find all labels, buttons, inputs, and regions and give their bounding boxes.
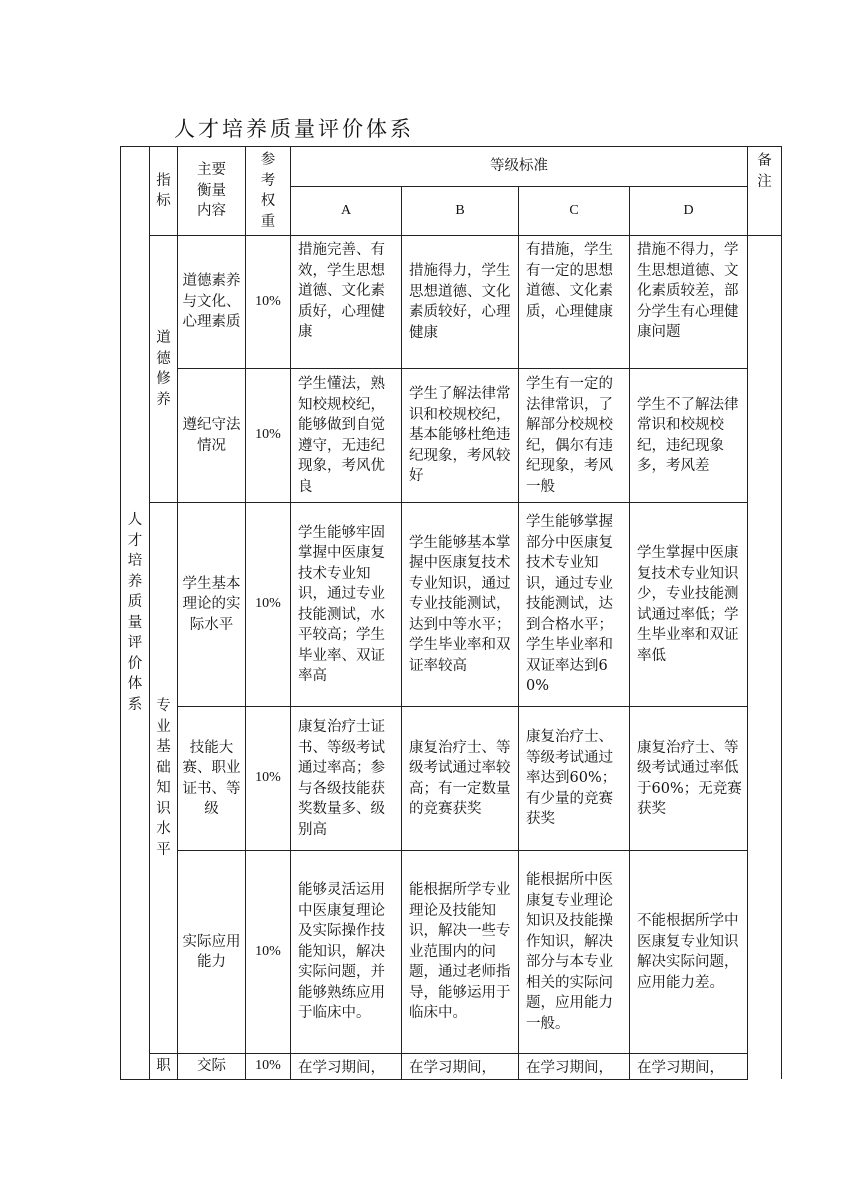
grade-b-cell: 康复治疗士、等级考试通过率较高；有一定数量的竞赛获奖 — [402, 707, 519, 851]
grade-b-cell: 能根据所学专业理论及技能知识，解决一些专业范围内的问题，通过老师指导，能够运用于临床中。 — [402, 851, 519, 1054]
grade-a-cell: 学生能够牢固掌握中医康复技术专业知识，通过专业技能测试，水平较高；学生毕业率、双证率高 — [291, 503, 402, 707]
grade-a-cell: 在学习期间， — [291, 1054, 402, 1080]
level-a-header: A — [291, 187, 402, 236]
group-vocational: 职 — [150, 1054, 178, 1080]
indicator-header — [150, 147, 178, 236]
group-moral-label: 道 德 修 养 — [156, 330, 171, 408]
group-moral — [150, 236, 178, 503]
row-content: 实际应用能力 — [178, 851, 246, 1054]
row-weight: 10% — [246, 503, 291, 707]
row-weight: 10% — [246, 236, 291, 369]
grade-a-cell: 能够灵活运用中医康复理论及实际操作技能知识，解决实际问题，并能够熟练应用于临床中。 — [291, 851, 402, 1054]
grade-d-cell: 在学习期间， — [630, 1054, 748, 1080]
notes-header — [748, 147, 782, 236]
row-content: 交际 — [178, 1054, 246, 1080]
level-d-header: D — [630, 187, 748, 236]
grade-c-cell: 康复治疗士、等级考试通过率达到60%；有少量的竞赛获奖 — [519, 707, 630, 851]
content-label: 主要 衡量 内容 — [197, 162, 226, 220]
grade-c-cell: 学生有一定的法律常识，了解部分校规校纪，偶尔有违纪现象，考风一般 — [519, 369, 630, 503]
level-b-header: B — [402, 187, 519, 236]
grade-b-cell: 学生能够基本掌握中医康复技术专业知识，通过专业技能测试，达到中等水平；学生毕业率和双证率较高 — [402, 503, 519, 707]
weight-header — [246, 147, 291, 236]
content-header — [178, 147, 246, 236]
grade-c-cell: 学生能够掌握部分中医康复技术专业知识，通过专业技能测试，达到合格水平；学生毕业率和双证率达到60% — [519, 503, 630, 707]
evaluation-table — [120, 146, 782, 1080]
row-content: 学生基本理论的实际水平 — [178, 503, 246, 707]
row-content: 遵纪守法情况 — [178, 369, 246, 503]
row-weight: 10% — [246, 369, 291, 503]
group-professional — [150, 503, 178, 1054]
indicator-label: 指 标 — [156, 172, 171, 209]
level-c-header: C — [519, 187, 630, 236]
notes-label: 备 注 — [757, 153, 772, 190]
grade-a-cell: 学生懂法，熟知校规校纪，能够做到自觉遵守，无违纪现象，考风优良 — [291, 369, 402, 503]
row-content: 技能大赛、职业证书、等级 — [178, 707, 246, 851]
row-weight: 10% — [246, 851, 291, 1054]
grade-d-cell: 措施不得力，学生思想道德、文化素质较差，部分学生有心理健康问题 — [630, 236, 748, 369]
row-weight: 10% — [246, 707, 291, 851]
grade-d-cell: 学生不了解法律常识和校规校纪，违纪现象多，考风差 — [630, 369, 748, 503]
system-label: 人 才 培 养 质 量 评 价 体 系 — [127, 512, 143, 713]
grade-b-cell: 在学习期间， — [402, 1054, 519, 1080]
grade-c-cell: 在学习期间， — [519, 1054, 630, 1080]
weight-label: 参 考 权 重 — [260, 152, 276, 230]
grade-b-cell: 措施得力，学生思想道德、文化素质较好，心理健康 — [402, 236, 519, 369]
page-title: 人才培养质量评价体系 — [174, 117, 414, 141]
grade-standard-header: 等级标准 — [291, 147, 748, 187]
row-weight: 10% — [246, 1054, 291, 1080]
grade-a-cell: 措施完善、有效，学生思想道德、文化素质好，心理健康 — [291, 236, 402, 369]
grade-d-cell: 不能根据所学中医康复专业知识解决实际问题，应用能力差。 — [630, 851, 748, 1054]
row-content: 道德素养与文化、心理素质 — [178, 236, 246, 369]
grade-b-cell: 学生了解法律常识和校规校纪，基本能够杜绝违纪现象，考风较好 — [402, 369, 519, 503]
grade-a-cell: 康复治疗士证书、等级考试通过率高；参与各级技能获奖数量多、级别高 — [291, 707, 402, 851]
system-vertical-label — [121, 147, 150, 1080]
group-professional-label: 专 业 基 础 知 识 水 平 — [156, 698, 171, 858]
grade-d-cell: 康复治疗士、等级考试通过率低于60%；无竞赛获奖 — [630, 707, 748, 851]
notes-column — [748, 236, 782, 1080]
grade-c-cell: 有措施，学生有一定的思想道德、文化素质，心理健康 — [519, 236, 630, 369]
grade-c-cell: 能根据所中医康复专业理论知识及技能操作知识，解决部分与本专业相关的实际问题，应用能力一般。 — [519, 851, 630, 1054]
grade-d-cell: 学生掌握中医康复技术专业知识少，专业技能测试通过率低；学生毕业率和双证率低 — [630, 503, 748, 707]
